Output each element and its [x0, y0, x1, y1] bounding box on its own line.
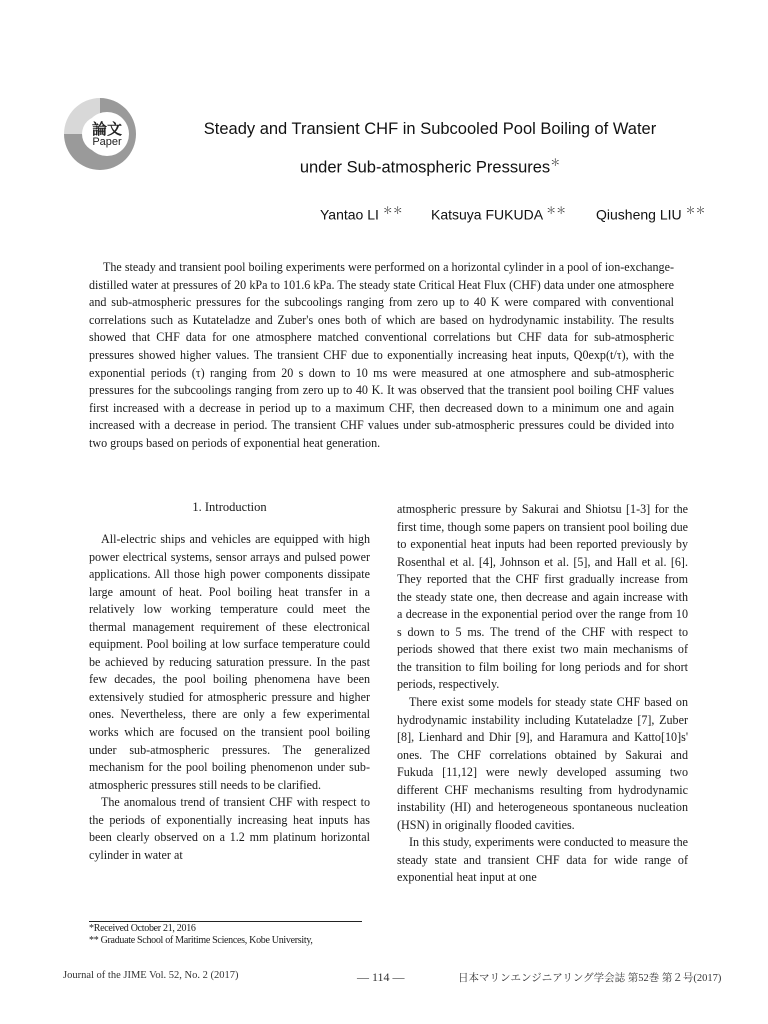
body-paragraph-continued: atmospheric pressure by Sakurai and Shiotsu [1-3] for the first time, though some papers on transient pool boiling due to exponential heat inputs had been reported previously by Rosenthal et al. [4], Johnson et al. [5], and Hall et al. [6]. They reported that the CHF first gradually increase from the steady state one, then decrease and again increase with a decrease in the exponential period over the range from 10 s down to 5 ms. The trend of the CHF with respect to periods showed that there exist two main mechanisms of the transition to film boiling for long periods and for short periods, respectively.: [397, 502, 688, 692]
badge-label-en: Paper: [92, 136, 122, 148]
left-column: [89, 531, 370, 864]
section-heading-introduction: 1. Introduction: [192, 500, 267, 514]
footnote-received: *Received October 21, 2016: [89, 923, 196, 934]
body-paragraph: The anomalous trend of transient CHF with respect to the periods of exponentially increasing heat inputs has been clearly observed on a 1.2 mm platinum horizontal cylinder in water at: [89, 795, 370, 862]
abstract: The steady and transient pool boiling experiments were performed on a horizontal cylinder in a pool of ion-exchange-distilled water at pressures of 20 kPa to 101.6 kPa. The steady state Critical Heat Flux (CHF) data under one atmosphere and sub-atmospheric pressures for the subcoolings ranging from zero up to 40 K were compared with conventional correlations such as Kutateladze and Zuber's ones both of which are based on hydrodynamic instability. The results showed that CHF data for one atmosphere matched conventional correlations but CHF data for sub-atmospheric pressures showed higher values. The transient CHF due to exponentially increasing heat inputs, Q0exp(t/τ), with the exponential periods (τ) ranging from 20 s down to 10 ms were measured at one atmosphere and sub-atmospheric pressures for the subcoolings ranging from zero up to 40 K. It was observed that the transient pool boiling CHF values first increased with a decrease in period up to a maximum CHF, then decreased down to a minimum one and again increased with a decrease in period. The transient CHF values under sub-atmospheric pressures could be divided into two groups based on periods of exponential heat generation.: [89, 260, 674, 450]
author-list: [0, 202, 768, 222]
body-paragraph: There exist some models for steady state CHF based on hydrodynamic instability including Kutateladze [7], Zuber [8], Lienhard and Dhir [9], and Haramura and Katto[10]s' ones. The CHF correlations obtained by Sakurai and Fukuda [11,12] were newly developed assuming two different CHF mechanisms resulting from hydrodynamic instability (HI) and heterogeneous spontaneous nucleation (HSN) in originally flooded cavities.: [397, 695, 688, 832]
footnote-divider: [89, 921, 362, 922]
paper-title-line2: under Sub-atmospheric Pressures＊: [299, 158, 561, 177]
footnote-affiliation: ** Graduate School of Maritime Sciences, Kobe University,: [89, 935, 313, 946]
body-paragraph: In this study, experiments were conducted to measure the steady state and transient CHF data for wide range of exponential heat input at one: [397, 835, 688, 885]
footer-journal-jp: 日本マリンエンジニアリング学会誌 第52巻 第２号(2017): [458, 973, 722, 984]
author-name: Katsuya FUKUDA ＊＊: [431, 206, 567, 223]
author-name: Yantao LI ＊＊: [320, 206, 403, 223]
body-paragraph: All-electric ships and vehicles are equipped with high power electrical systems, sensor arrays and pulsed power applications. All those high power components dissipate large amount of heat. Pool boiling heat transfer in a relatively low working temperature could meet the thermal management requirement of these electronical equipment. Pool boiling at low surface temperature could be achieved by reducing saturation pressure. In the past few decades, the pool boiling phenomena have been extensively studied for atmospheric pressure and higher ones. Nevertheless, there are only a few experimental works which are focused on the transient pool boiling under sub-atmospheric pressures. The generalized mechanism for the pool boiling phenomenon under sub-atmospheric pressures still needs to be clarified.: [89, 532, 370, 792]
badge-label-jp: 論文: [91, 120, 122, 138]
paper-title-line1: Steady and Transient CHF in Subcooled Pool Boiling of Water: [203, 120, 657, 138]
author-name: Qiusheng LIU ＊＊: [596, 206, 706, 223]
title-footnote-mark: ＊: [550, 158, 561, 169]
right-column: [397, 501, 688, 887]
footer-page-number: — 114 —: [357, 970, 405, 984]
footer-journal: Journal of the JIME Vol. 52, No. 2 (2017): [63, 970, 239, 981]
